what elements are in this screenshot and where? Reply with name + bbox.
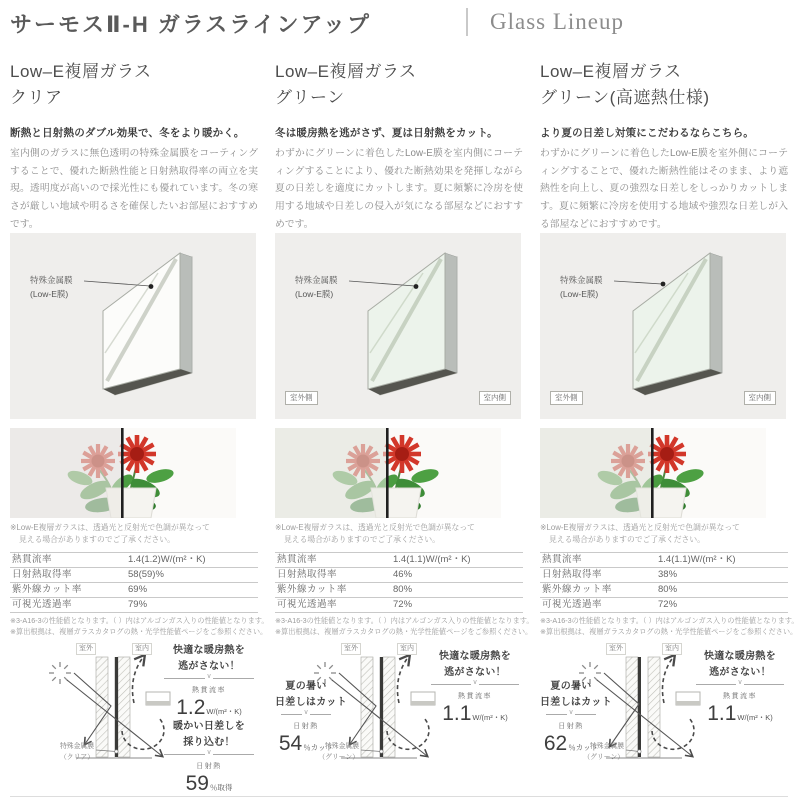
callout-title-line1: 暖かい日差しを — [172, 721, 246, 732]
film-marker-dot — [414, 284, 419, 289]
callout-value: 54 — [278, 732, 303, 755]
spec-table — [540, 552, 788, 613]
callout-title-line1: 快適な暖房熱を — [703, 651, 777, 662]
heat-rise-arrow — [397, 656, 409, 703]
callout-metric: 熱貫流率 — [458, 693, 492, 700]
callout-title-line2: 逃がさない！ — [709, 666, 771, 678]
outdoor-side-tag: 室外側 — [550, 391, 583, 405]
photo-note-line1: ※Low-E複層ガラスは、透過光と反射光で色調が異なって — [540, 523, 740, 532]
flower-photo — [275, 428, 501, 518]
spec-row-u-value — [540, 552, 788, 568]
spec-table — [275, 552, 523, 613]
column-clear — [10, 55, 269, 800]
spec-value: 1.4(1.1)W/(m²・K) — [393, 554, 471, 565]
table-note-line1: ※3-A16-3の性能値となります。（ ）内はアルゴンガス入りの性能値となります。 — [10, 616, 269, 625]
indoor-side-tag: 室内側 — [744, 391, 777, 405]
callout-unit: ％取得 — [209, 783, 233, 792]
spec-label: 可視光透過率 — [277, 599, 338, 610]
film-type-line1: 特殊金属膜 — [590, 743, 624, 750]
callout-title-line1: 夏の暑い — [550, 681, 592, 692]
spec-table — [10, 552, 258, 613]
table-note-line1: ※3-A16-3の性能値となります。（ ）内はアルゴンガス入りの性能値となります。 — [540, 616, 799, 625]
film-label-line1: 特殊金属膜 — [295, 275, 338, 285]
heat-retention-callout — [158, 643, 260, 719]
table-note-line1: ※3-A16-3の性能値となります。（ ）内はアルゴンガス入りの性能値となります。 — [275, 616, 534, 625]
callout-unit: W/(m²・K) — [472, 713, 508, 722]
photo-note-line2: 見える場合がありますのでご了承ください。 — [284, 534, 440, 544]
spec-row-shgc — [275, 568, 523, 583]
film-type-line1: 特殊金属膜 — [60, 743, 94, 750]
glass-description: わずかにグリーンに着色したLow-E膜を室外側にコーティングすることで、優れた断熱性能はそのまま、より遮熱性を向上し、夏の強烈な日差しをしっかりカットします。夏に頻繁に冷房を使用する地域や強烈な日差しが入る部屋などにおすすめです。 — [540, 148, 788, 230]
brace-decoration: ∨ — [431, 682, 519, 687]
film-pointer-dot — [380, 750, 383, 753]
performance-diagram — [10, 643, 260, 799]
film-marker-dot — [661, 282, 666, 287]
callout-unit: W/(m²・K) — [737, 713, 773, 722]
callout-metric: 日射熱 — [293, 723, 319, 730]
spec-row-vlt — [540, 598, 788, 613]
page-title: サーモスⅡ-H ガラスラインアップ — [10, 12, 371, 37]
callout-unit: W/(m²・K) — [206, 707, 242, 716]
glass-title-line2: クリア — [10, 88, 63, 108]
indoor-tag: 室内 — [662, 643, 682, 655]
spec-row-uv-cut — [540, 583, 788, 598]
film-label-line1: 特殊金属膜 — [30, 275, 73, 285]
glass-title-line2: グリーン — [275, 88, 345, 108]
glass-description: 室内側のガラスに無色透明の特殊金属膜をコーティングすることで、優れた断熱性能と日射熱取得率の両立を実現。透明度が高いので採光性にも優れています。冬の寒さが厳しい地域や明るさを確保したいお部屋におすすめです。 — [10, 148, 258, 230]
spec-label: 紫外線カット率 — [542, 584, 612, 595]
callout-unit: ％カット — [303, 743, 334, 752]
heat-rise-arrow — [132, 656, 144, 703]
glass-title-line2: グリーン(高遮熱仕様) — [540, 88, 710, 108]
glass-title-line1: Low–E複層ガラス — [10, 62, 152, 81]
film-type-line2: （グリーン） — [583, 753, 624, 761]
page-title-en: Glass Lineup — [490, 9, 625, 34]
spec-row-u-value — [275, 552, 523, 568]
spec-row-u-value — [10, 552, 258, 568]
photo-note-line2: 見える場合がありますのでご了承ください。 — [19, 534, 175, 544]
glass-lead: より夏の日差し対策にこだわるならこちら。 — [540, 127, 754, 139]
heat-retention-callout — [425, 649, 525, 725]
heat-rise-arrow — [662, 656, 674, 703]
special-metal-film-label — [30, 273, 73, 302]
callout-metric: 日射熱 — [196, 763, 222, 770]
glass-structure-panel — [10, 233, 256, 419]
callout-metric: 熱貫流率 — [192, 687, 226, 694]
indoor-side-tag: 室内側 — [479, 391, 512, 405]
brace-decoration: ∨ — [164, 676, 254, 681]
brace-decoration: ∨ — [281, 712, 331, 717]
outdoor-tag: 室外 — [341, 643, 361, 655]
flower-photo — [10, 428, 236, 518]
glass-pane-illustration — [10, 233, 256, 419]
photo-note-line1: ※Low-E複層ガラスは、透過光と反射光で色調が異なって — [10, 523, 210, 532]
spec-label: 紫外線カット率 — [277, 584, 347, 595]
glass-description: わずかにグリーンに着色したLow-E膜を室内側にコーティングすることにより、優れた断熱効果を発揮しながら夏の日差しを適度にカットします。夏に頻繁に冷房を使用する地域や日差しの侵入が気になる部屋などにおすすめです。 — [275, 148, 523, 230]
callout-metric: 熱貫流率 — [723, 693, 757, 700]
spec-value: 80% — [393, 584, 413, 595]
photo-note — [540, 522, 740, 545]
callout-title-line2: 採り込む！ — [183, 736, 235, 748]
glass-structure-panel — [275, 233, 521, 419]
film-pointer-dot — [115, 750, 118, 753]
film-pointer-dot — [638, 750, 641, 753]
spec-value: 69% — [128, 584, 148, 595]
callout-unit: ％カット — [568, 743, 599, 752]
column-green-high-shading — [540, 55, 799, 800]
special-metal-film-label — [295, 273, 338, 302]
table-note-line2: ※算出根拠は、複層ガラスカタログの熱・光学性能値ページをご参照ください。 — [275, 627, 533, 637]
spec-value: 58(59)% — [128, 569, 164, 580]
special-metal-film-label — [560, 273, 603, 302]
low-e-film-bar — [380, 657, 383, 757]
callout-title-line2: 日差しはカット — [540, 696, 612, 708]
callout-title-line1: 快適な暖房熱を — [438, 651, 512, 662]
spec-value: 80% — [658, 584, 678, 595]
callout-value: 1.1 — [442, 702, 472, 725]
table-notes — [275, 615, 534, 637]
header-divider — [466, 8, 468, 36]
callout-value: 1.2 — [176, 696, 206, 719]
spec-row-shgc — [540, 568, 788, 583]
glass-divider-line — [386, 428, 389, 518]
brace-decoration: ∨ — [696, 682, 784, 687]
callout-title-line2: 逃がさない！ — [444, 666, 506, 678]
spec-label: 日射熱取得率 — [12, 569, 73, 580]
film-label-line2: (Low-E膜) — [295, 289, 334, 300]
glass-lead: 断熱と日射熱のダブル効果で、冬をより暖かく。 — [10, 127, 245, 139]
spec-row-uv-cut — [10, 583, 258, 598]
spec-row-vlt — [275, 598, 523, 613]
glass-lead: 冬は暖房熱を逃がさず、夏は日射熱をカット。 — [275, 127, 498, 139]
indoor-tag: 室内 — [397, 643, 417, 655]
spec-row-shgc — [10, 568, 258, 583]
spec-value: 1.4(1.1)W/(m²・K) — [658, 554, 736, 565]
table-note-line2: ※算出根拠は、複層ガラスカタログの熱・光学性能値ページをご参照ください。 — [10, 627, 268, 637]
indoor-tag: 室内 — [132, 643, 152, 655]
performance-diagram — [275, 643, 525, 799]
spec-value: 1.4(1.2)W/(m²・K) — [128, 554, 206, 565]
glass-title — [540, 59, 709, 112]
film-marker-dot — [149, 284, 154, 289]
column-green — [275, 55, 534, 800]
low-e-film-bar — [115, 657, 118, 757]
film-label-line2: (Low-E膜) — [560, 289, 599, 300]
film-label-line1: 特殊金属膜 — [560, 275, 603, 285]
spec-label: 紫外線カット率 — [12, 584, 82, 595]
callout-value: 1.1 — [707, 702, 737, 725]
film-type-line2: （グリーン） — [318, 753, 359, 761]
spec-label: 可視光透過率 — [12, 599, 73, 610]
brace-decoration: ∨ — [546, 712, 596, 717]
spec-label: 日射熱取得率 — [542, 569, 603, 580]
glass-structure-panel — [540, 233, 786, 419]
spec-label: 日射熱取得率 — [277, 569, 338, 580]
photo-note — [10, 522, 210, 545]
photo-note-line2: 見える場合がありますのでご了承ください。 — [549, 534, 705, 544]
performance-diagram — [540, 643, 790, 799]
spec-label: 可視光透過率 — [542, 599, 603, 610]
callout-value: 62 — [543, 732, 568, 755]
photo-note-line1: ※Low-E複層ガラスは、透過光と反射光で色調が異なって — [275, 523, 475, 532]
glass-title — [10, 59, 151, 112]
low-e-film-bar — [638, 657, 641, 757]
callout-title-line2: 日差しはカット — [275, 696, 347, 708]
outdoor-tag: 室外 — [606, 643, 626, 655]
spec-value: 79% — [128, 599, 148, 610]
flower-photo — [540, 428, 766, 518]
table-notes — [540, 615, 799, 637]
callout-value: 59 — [185, 772, 209, 795]
spec-label: 熱貫流率 — [277, 554, 318, 565]
callout-title-line2: 逃がさない！ — [178, 660, 240, 672]
glass-title — [275, 59, 416, 112]
film-type-line1: 特殊金属膜 — [325, 743, 359, 750]
spec-label: 熱貫流率 — [542, 554, 583, 565]
glass-title-line1: Low–E複層ガラス — [540, 62, 682, 81]
spec-row-uv-cut — [275, 583, 523, 598]
glass-divider-line — [121, 428, 124, 518]
callout-title-line1: 夏の暑い — [285, 681, 327, 692]
brace-decoration: ∨ — [164, 752, 254, 757]
photo-note — [275, 522, 475, 545]
spec-label: 熱貫流率 — [12, 554, 53, 565]
table-notes — [10, 615, 269, 637]
film-type-label — [42, 742, 94, 763]
spec-row-vlt — [10, 598, 258, 613]
solar-gain-callout — [158, 719, 260, 795]
glass-divider-line — [651, 428, 654, 518]
table-note-line2: ※算出根拠は、複層ガラスカタログの熱・光学性能値ページをご参照ください。 — [540, 627, 798, 637]
heat-retention-callout — [690, 649, 790, 725]
glass-title-line1: Low–E複層ガラス — [275, 62, 417, 81]
film-label-line2: (Low-E膜) — [30, 289, 69, 300]
callout-title-line1: 快適な暖房熱を — [172, 645, 246, 656]
spec-value: 46% — [393, 569, 413, 580]
callout-metric: 日射熱 — [558, 723, 584, 730]
film-type-line2: （クリア） — [60, 753, 94, 761]
spec-value: 72% — [658, 599, 678, 610]
outdoor-side-tag: 室外側 — [285, 391, 318, 405]
spec-value: 38% — [658, 569, 678, 580]
spec-value: 72% — [393, 599, 413, 610]
outdoor-tag: 室外 — [76, 643, 96, 655]
